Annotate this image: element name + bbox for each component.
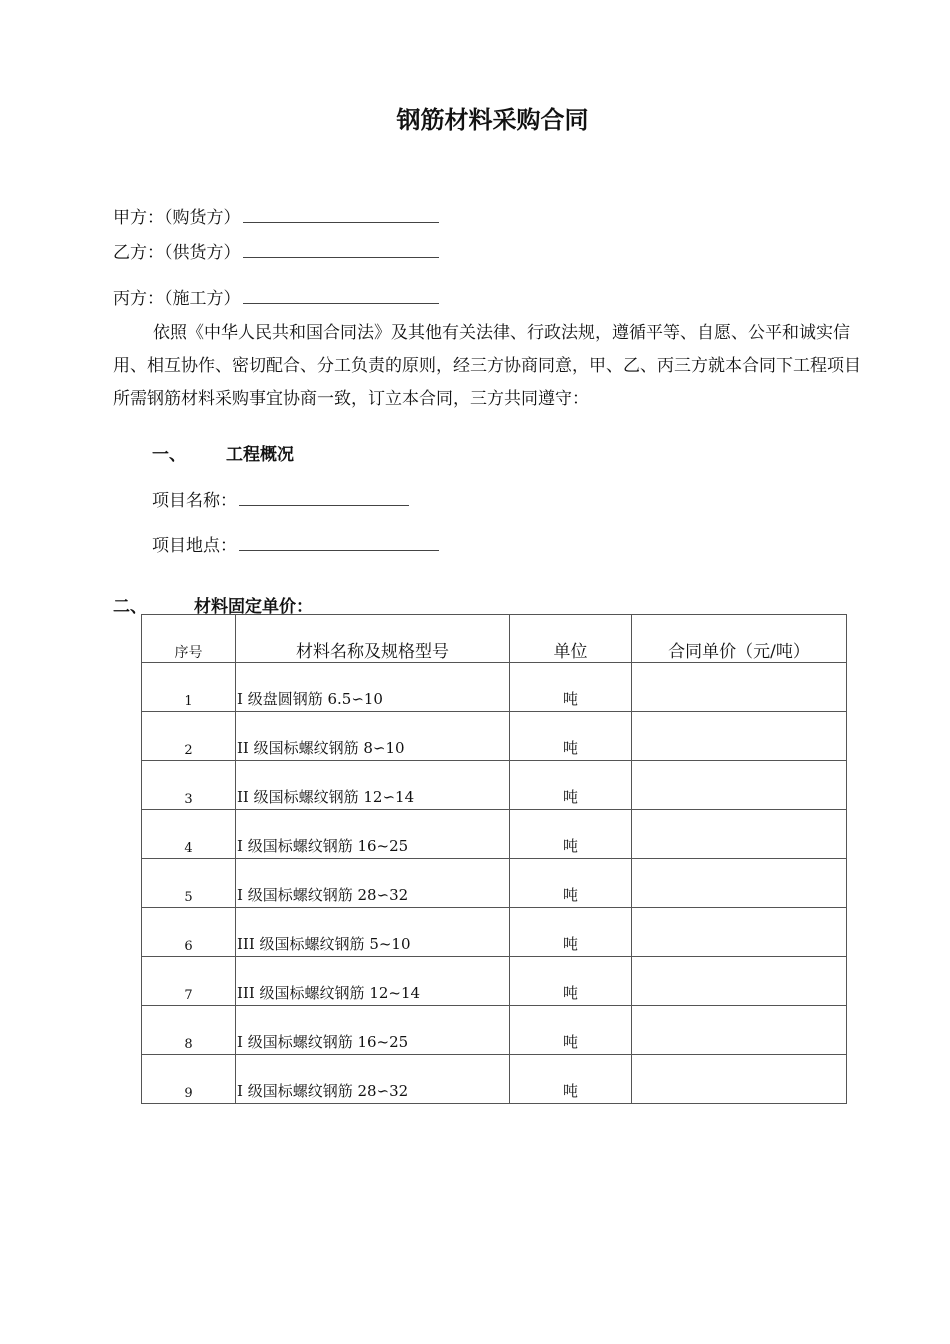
row-unit: 吨 bbox=[510, 1006, 632, 1055]
row-material-name: I 级国标螺纹钢筋 16~25 bbox=[236, 810, 510, 859]
row-material-name: I 级盘圆钢筋 6.5∽10 bbox=[236, 663, 510, 712]
intro-paragraph: 依照《中华人民共和国合同法》及其他有关法律、行政法规，遵循平等、自愿、公平和诚实信用、相互协作、密切配合、分工负责的原则，经三方协商同意，甲、乙、丙三方就本合同下工程项目所需钢筋材料采购事宜协商一致，订立本合同，三方共同遵守： bbox=[113, 323, 861, 409]
table-header-row bbox=[142, 615, 847, 663]
party-a-line bbox=[113, 203, 439, 228]
row-material-name: III 级国标螺纹钢筋 5~10 bbox=[236, 908, 510, 957]
party-a-blank[interactable] bbox=[243, 204, 439, 223]
row-material-name: II 级国标螺纹钢筋 12∽14 bbox=[236, 761, 510, 810]
table-row bbox=[142, 761, 847, 810]
row-no: 4 bbox=[142, 810, 236, 859]
row-unit: 吨 bbox=[510, 810, 632, 859]
header-no: 序号 bbox=[142, 615, 236, 663]
row-no: 2 bbox=[142, 712, 236, 761]
row-no: 7 bbox=[142, 957, 236, 1006]
row-price-cell[interactable] bbox=[632, 761, 847, 810]
row-unit: 吨 bbox=[510, 761, 632, 810]
project-name-line bbox=[152, 486, 409, 511]
row-price-cell[interactable] bbox=[632, 1055, 847, 1104]
row-price-cell[interactable] bbox=[632, 1006, 847, 1055]
project-location-line bbox=[152, 531, 439, 556]
header-unit: 单位 bbox=[510, 615, 632, 663]
table-row bbox=[142, 810, 847, 859]
section-1-title: 工程概况 bbox=[226, 445, 294, 465]
row-material-name: I 级国标螺纹钢筋 16~25 bbox=[236, 1006, 510, 1055]
party-b-blank[interactable] bbox=[243, 239, 439, 258]
row-price-cell[interactable] bbox=[632, 957, 847, 1006]
row-unit: 吨 bbox=[510, 859, 632, 908]
row-price-cell[interactable] bbox=[632, 810, 847, 859]
row-price-cell[interactable] bbox=[632, 859, 847, 908]
row-unit: 吨 bbox=[510, 908, 632, 957]
table-row bbox=[142, 712, 847, 761]
party-a-label: 甲方：（购货方） bbox=[113, 208, 241, 228]
party-c-label: 丙方：（施工方） bbox=[113, 289, 241, 309]
row-material-name: I 级国标螺纹钢筋 28∽32 bbox=[236, 1055, 510, 1104]
table-row bbox=[142, 1055, 847, 1104]
row-unit: 吨 bbox=[510, 663, 632, 712]
table-row bbox=[142, 663, 847, 712]
table-row bbox=[142, 908, 847, 957]
row-material-name: I 级国标螺纹钢筋 28∽32 bbox=[236, 859, 510, 908]
section-2-title: 材料固定单价： bbox=[194, 597, 313, 617]
row-unit: 吨 bbox=[510, 957, 632, 1006]
row-price-cell[interactable] bbox=[632, 663, 847, 712]
table-row bbox=[142, 1006, 847, 1055]
table-row bbox=[142, 859, 847, 908]
table-row bbox=[142, 957, 847, 1006]
party-b-label: 乙方：（供货方） bbox=[113, 243, 241, 263]
material-price-table bbox=[141, 614, 847, 1104]
row-no: 6 bbox=[142, 908, 236, 957]
row-material-name: II 级国标螺纹钢筋 8∽10 bbox=[236, 712, 510, 761]
row-no: 1 bbox=[142, 663, 236, 712]
section-1-number: 一、 bbox=[152, 445, 186, 465]
project-location-label: 项目地点： bbox=[152, 536, 237, 556]
row-no: 9 bbox=[142, 1055, 236, 1104]
project-name-blank[interactable] bbox=[239, 487, 409, 506]
row-price-cell[interactable] bbox=[632, 908, 847, 957]
header-material-name: 材料名称及规格型号 bbox=[236, 615, 510, 663]
row-no: 5 bbox=[142, 859, 236, 908]
row-price-cell[interactable] bbox=[632, 712, 847, 761]
party-b-line bbox=[113, 238, 439, 263]
row-no: 3 bbox=[142, 761, 236, 810]
row-unit: 吨 bbox=[510, 1055, 632, 1104]
project-name-label: 项目名称： bbox=[152, 491, 237, 511]
section-2-number: 二、 bbox=[113, 597, 147, 617]
party-c-blank[interactable] bbox=[243, 285, 439, 304]
project-location-blank[interactable] bbox=[239, 532, 439, 551]
party-c-line bbox=[113, 284, 439, 309]
document-title: 钢筋材料采购合同 bbox=[396, 106, 589, 134]
row-material-name: III 级国标螺纹钢筋 12~14 bbox=[236, 957, 510, 1006]
header-unit-price: 合同单价（元/吨） bbox=[632, 615, 847, 663]
row-unit: 吨 bbox=[510, 712, 632, 761]
row-no: 8 bbox=[142, 1006, 236, 1055]
